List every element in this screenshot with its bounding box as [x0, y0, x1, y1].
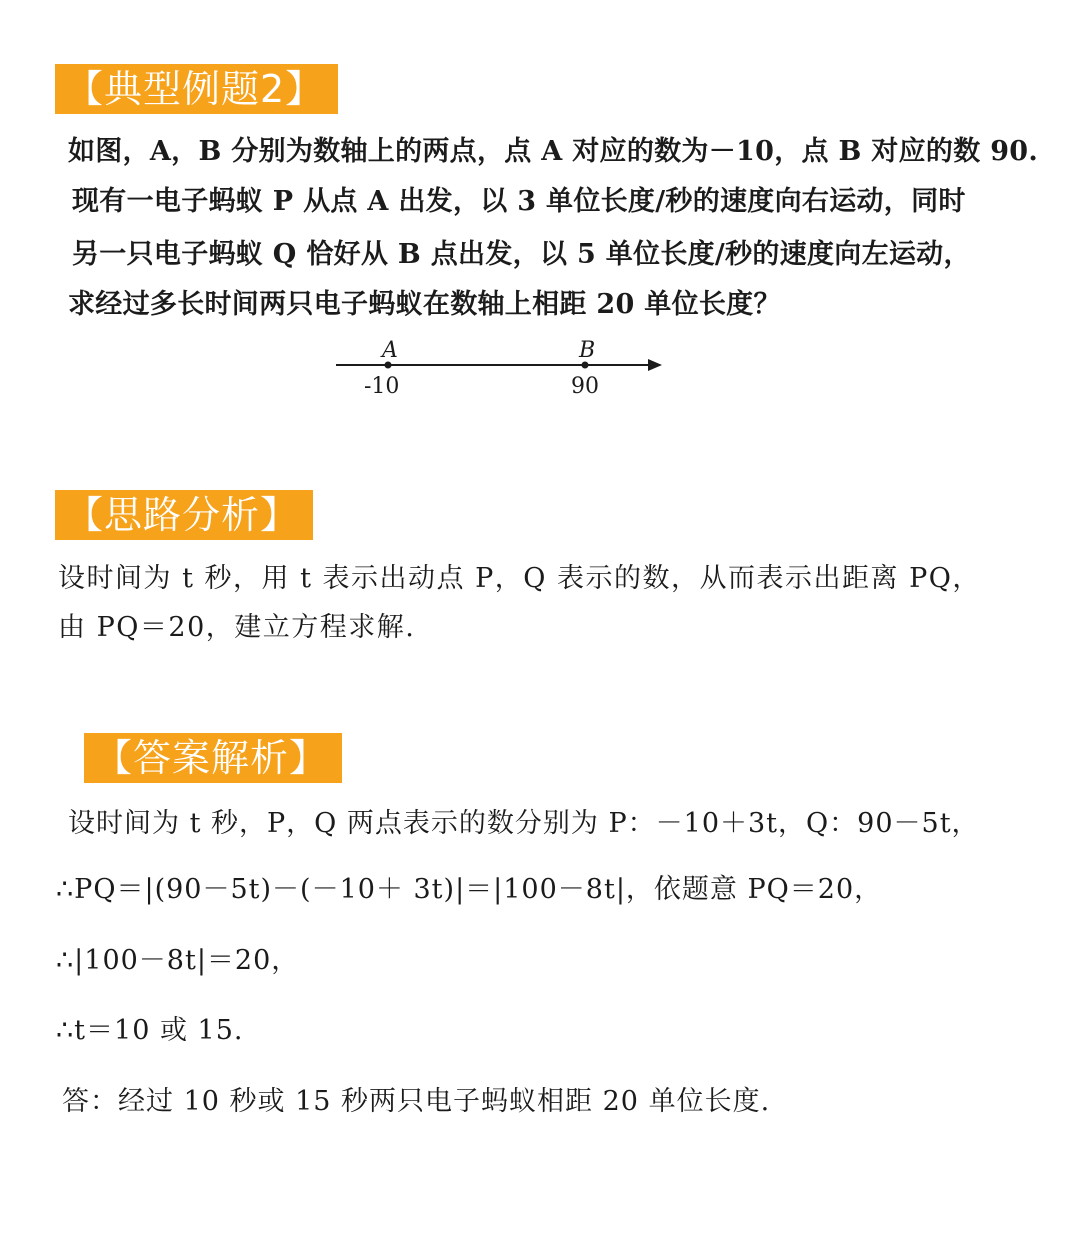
point-b-label: B [579, 338, 596, 363]
answer-conclusion: 答：经过 10 秒或 15 秒两只电子蚂蚁相距 20 单位长度. [62, 1086, 771, 1117]
problem-line-3: 另一只电子蚂蚁 Q 恰好从 B 点出发，以 5 单位长度/秒的速度向左运动， [72, 239, 971, 270]
example-title: 【典型例题2】 [55, 64, 338, 114]
point-a-value: -10 [364, 374, 400, 399]
analysis-line-2: 由 PQ＝20，建立方程求解. [58, 612, 416, 643]
analysis-line-1: 设时间为 t 秒，用 t 表示出动点 P，Q 表示的数，从而表示出距离 PQ， [58, 563, 981, 594]
answer-line-1: 设时间为 t 秒，P，Q 两点表示的数分别为 P：－10＋3t，Q：90－5t， [68, 808, 980, 839]
answer-line-2: ∴PQ＝|(90－5t)－(－10＋ 3t)|＝|100－8t|，依题意 PQ＝20， [56, 874, 883, 905]
answer-title: 【答案解析】 [84, 733, 342, 783]
problem-line-4: 求经过多长时间两只电子蚂蚁在数轴上相距 20 单位长度？ [68, 289, 781, 320]
problem-line-2: 现有一电子蚂蚁 P 从点 A 出发，以 3 单位长度/秒的速度向右运动，同时 [72, 186, 966, 217]
analysis-title: 【思路分析】 [55, 490, 313, 540]
answer-line-4: ∴t＝10 或 15. [56, 1015, 244, 1046]
point-a-label: A [382, 338, 398, 363]
answer-line-3: ∴|100－8t|＝20， [56, 945, 300, 976]
number-line-arrow [648, 359, 662, 371]
point-b-value: 90 [571, 374, 599, 399]
number-line-diagram [330, 335, 670, 410]
problem-line-1: 如图，A，B 分别为数轴上的两点，点 A 对应的数为－10，点 B 对应的数 90. [68, 136, 1039, 167]
